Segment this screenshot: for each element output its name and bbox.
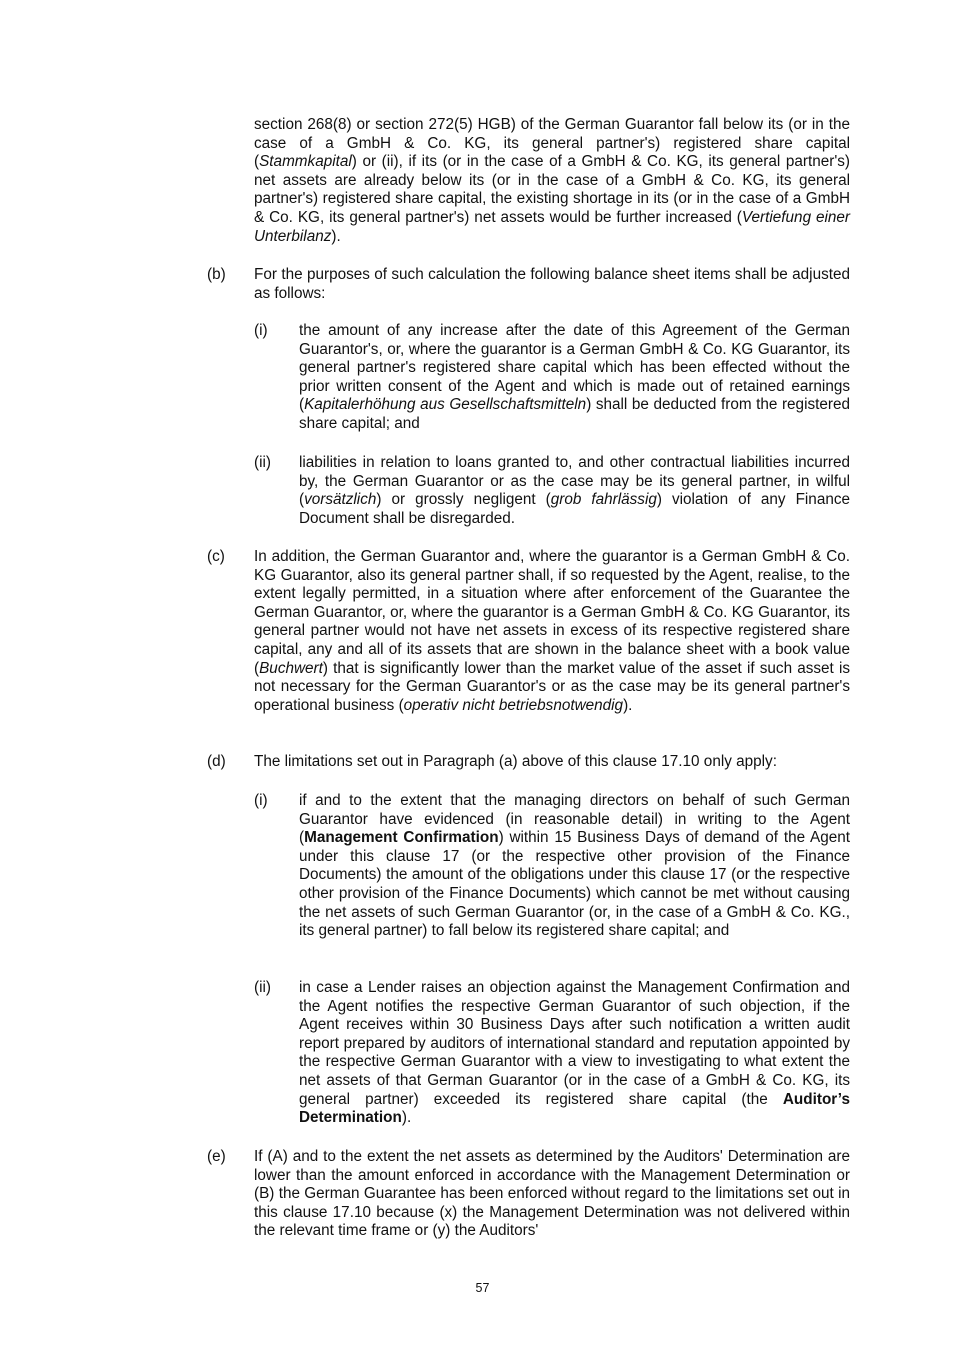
clause-e-text: If (A) and to the extent the net assets as determined by the Auditors' Determination are lower than the amount enforced in accordance with the Management Determination or (B) the German Guarantee has been enforced without regard to the limitations set out in this clause 17.10 because (x) the Management Determination was not delivered within the relevant time frame or (y) the Auditors' [254, 1148, 850, 1240]
clause-b-i-text: the amount of any increase after the date of this Agreement of the German Guarantor's, or, where the guarantor is a German GmbH & Co. KG Guarantor, its general partner's registered share capital which has been effected without the prior written consent of the Agent and which is made out of retained earnings (Kapitalerhöhung aus Gesellschaftsmitteln) shall be deducted from the registered share capital; and [299, 322, 850, 432]
clause-b-label: (b) [207, 266, 226, 283]
clause-b-ii-text: liabilities in relation to loans granted to, and other contractual liabilities incurred by, the German Guarantor or as the case may be its general partner, in wilful (vorsätzlich) or grossly negligent (grob fahrlässig) violation of any Finance Document shall be disregarded. [299, 454, 850, 527]
clause-c-label: (c) [207, 548, 225, 565]
clause-d-label: (d) [207, 753, 226, 770]
clause-b-i-label: (i) [254, 322, 268, 339]
clause-b-ii-label: (ii) [254, 454, 271, 471]
clause-d-ii-label: (ii) [254, 979, 271, 996]
page-number: 57 [475, 1281, 490, 1295]
clause-e-label: (e) [207, 1148, 226, 1165]
clause-d-text: The limitations set out in Paragraph (a) above of this clause 17.10 only apply: [254, 753, 777, 770]
clause-d-i-text: if and to the extent that the managing directors on behalf of such German Guarantor have evidenced (in reasonable detail) in writing to the Agent (Management Confirmation) within 15 Business Days of demand of the Agent under this clause 17 (or the respective other provision of the Finance Documents) the amount of the obligations under this clause 17 (or the respective other provision of the Finance Documents) which cannot be met without causing the net assets of such German Guarantor (or, in the case of a GmbH & Co. KG., its general partner) to fall below its registered share capital; and [299, 792, 851, 940]
clause-c-text: In addition, the German Guarantor and, where the guarantor is a German GmbH & Co. KG Guarantor, also its general partner shall, if so requested by the Agent, realise, to the extent legally permitted, in a situation where after enforcement of the Guarantee the German Guarantor, or, where the guarantor is a German GmbH & Co. KG Guarantor, its general partner would not have net assets in excess of its respective registered share capital, any and all of its assets that are shown in the balance sheet with a book value (Buchwert) that is significantly lower than the market value of the asset if such asset is not necessary for the German Guarantor's or as the case may be its general partner's operational business (operativ nicht betriebsnotwendig). [254, 548, 850, 714]
clause-d-ii-text: in case a Lender raises an objection against the Management Confirmation and the Agent notifies the respective German Guarantor of such objection, if the Agent receives within 30 Business Days after such notification a written audit report prepared by auditors of international standard and reputation appointed by the respective German Guarantor with a view to investigating to what extent the net assets of that German Guarantor (or in the case of a GmbH & Co. KG, its general partner) exceeded its registered share capital (the Auditor’s Determination). [299, 979, 850, 1127]
clause-d-i-label: (i) [254, 792, 268, 809]
intro-paragraph: section 268(8) or section 272(5) HGB) of the German Guarantor fall below its (or in the case of a GmbH & Co. KG, its general partner's) registered share capital (Stammkapital) or (ii), if its (or in the case of a GmbH & Co. KG, its general partner's) net assets are already below its (or in the case of a GmbH & Co. KG, its general partner's) registered share capital, the existing shortage in its (or in the case of a GmbH & Co. KG, its general partner's) net assets would be further increased (Vertiefung einer Unterbilanz). [254, 116, 851, 245]
clause-b-text: For the purposes of such calculation the following balance sheet items shall be adjusted as follows: [254, 266, 850, 302]
